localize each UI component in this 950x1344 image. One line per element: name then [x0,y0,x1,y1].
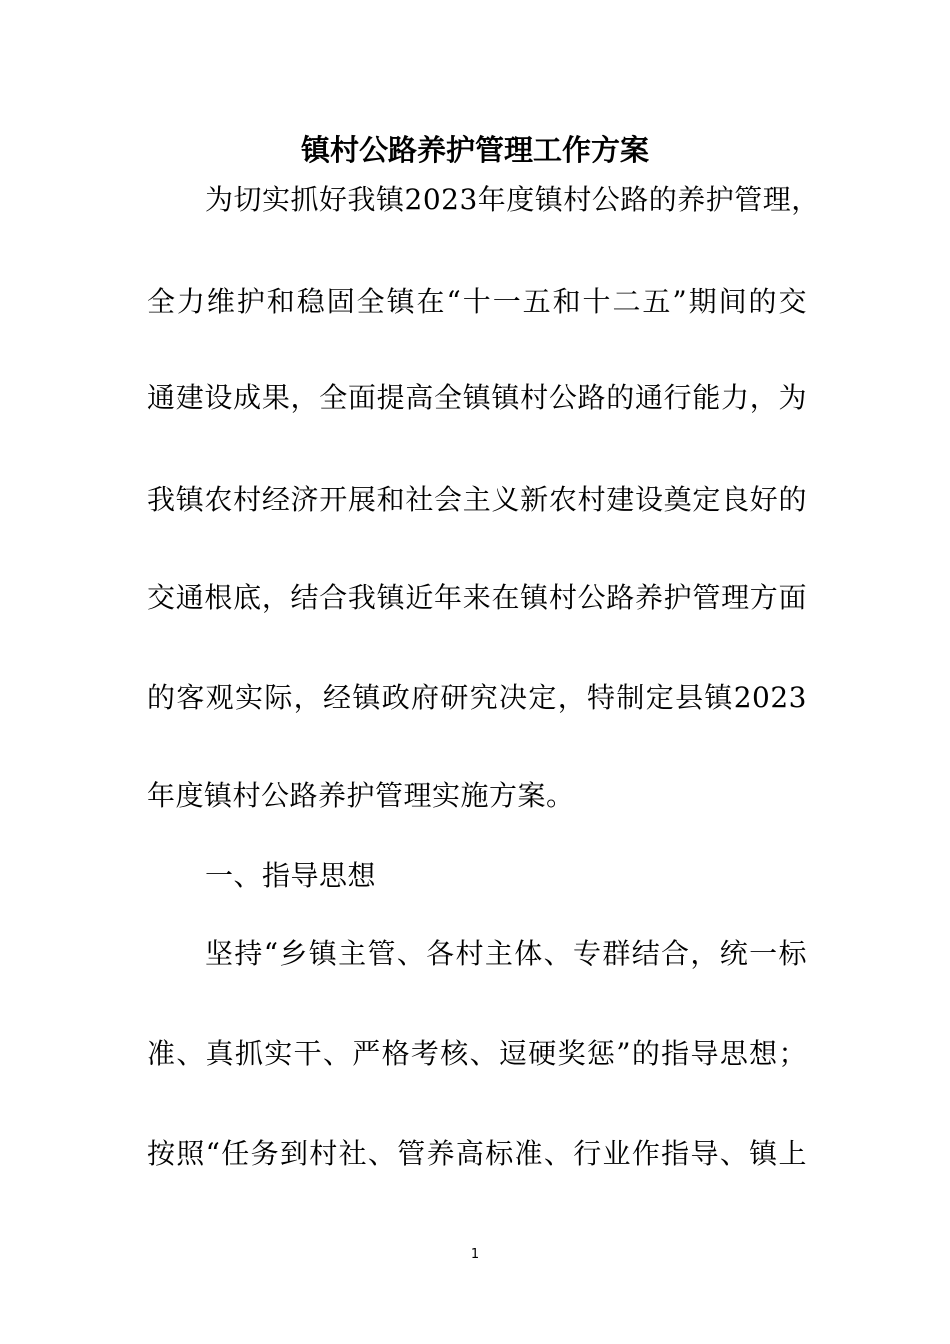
paragraph-line-4: 我镇农村经济开展和社会主义新农村建设奠定良好的 [147,483,807,516]
paragraph-line-5: 交通根底，结合我镇近年来在镇村公路养护管理方面 [147,581,807,614]
paragraph-line-3: 通建设成果，全面提高全镇镇村公路的通行能力，为 [147,381,807,414]
paragraph-line-6: 的客观实际，经镇政府研究决定，特制定县镇2023 [147,681,807,714]
paragraph-line-8: 坚持“乡镇主管、各村主体、专群结合，统一标 [205,937,807,970]
section-heading-guiding-thought: 一、指导思想 [205,859,377,892]
paragraph-line-2: 全力维护和稳固全镇在“十一五和十二五”期间的交 [147,285,807,318]
paragraph-line-9: 准、真抓实干、严格考核、逗硬奖惩”的指导思想； [147,1037,807,1070]
page-number: 1 [470,1247,480,1262]
paragraph-line-1: 为切实抓好我镇2023年度镇村公路的养护管理， [205,183,820,216]
paragraph-line-10: 按照“任务到村社、管养高标准、行业作指导、镇上 [147,1137,807,1170]
paragraph-line-7: 年度镇村公路养护管理实施方案。 [147,779,575,812]
document-title: 镇村公路养护管理工作方案 [300,133,649,167]
